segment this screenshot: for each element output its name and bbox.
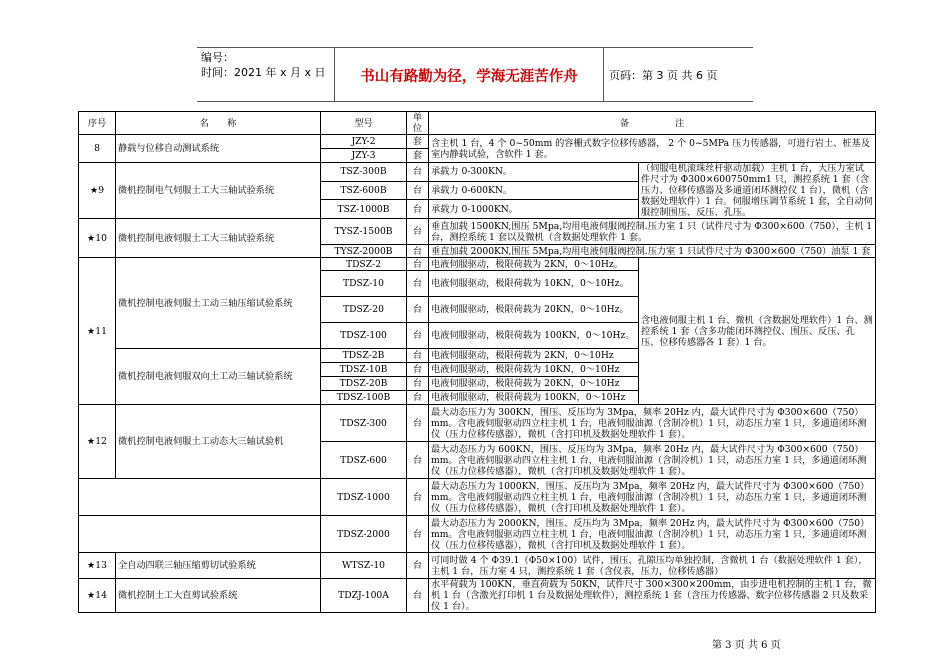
item-name: 微机控制电液伺服土工动态大三轴试验机 [116, 405, 321, 479]
unit-cell: 台 [407, 181, 429, 200]
spec-cell: 垂直加载 2000KN,围压 5Mpa,均用电液伺服阀控制.压力室 1 只试件尺寸为 Φ300×600（750）油泵 1 套 [429, 245, 876, 258]
model-cell: TSZ-1000B [321, 200, 407, 219]
note-cell [639, 163, 876, 219]
model-cell: TDSZ-100 [321, 323, 407, 349]
unit-cell: 台 [407, 323, 429, 349]
row-number: ★11 [79, 258, 116, 405]
unit-cell: 台 [407, 516, 429, 553]
col-header-model: 型号 [321, 112, 407, 135]
model-cell: TDSZ-1000 [321, 479, 407, 516]
note-cell: 含主机 1 台，4 个 0~50mm 的容栅式数字位移传感器， 2 个 0~5MPa 压力传感器，可进行岩土、桩基及室内静载试验，含软件 1 套。 [429, 135, 876, 163]
model-cell: TDSZ-2000 [321, 516, 407, 553]
col-header-name: 名 称 [116, 112, 321, 135]
spec-cell: 电液伺服驱动，极限荷载为 2KN，0～10Hz [429, 349, 639, 363]
table-row [79, 579, 876, 613]
table-row [79, 405, 876, 442]
unit-cell: 台 [407, 245, 429, 258]
model-cell: TDSZ-600 [321, 442, 407, 479]
item-name: 微机控制电气伺服土工大三轴试验系统 [116, 163, 321, 219]
model-cell: TDSZ-10 [321, 271, 407, 297]
model-cell: TDSZ-20 [321, 297, 407, 323]
model-cell: WTSZ-10 [321, 553, 407, 579]
row-number: ★13 [79, 553, 116, 579]
spec-cell: 最大动态压力为 1000KN，围压、反压均为 3Mpa，频率 20Hz 内，最大试件尺寸为 Φ300×600（750）mm。含电液伺服驱动四立柱主机 1 台，电液伺服油源（含制冷机）1 只，动态压力室 1 只，多通道闭环测仪（压力位移传感器），微机（含打印机及数据处理软件 1 套）。 [429, 479, 876, 516]
table-row [79, 258, 876, 271]
unit-cell: 套 [407, 135, 429, 149]
table-row [79, 163, 876, 182]
unit-cell: 台 [407, 258, 429, 271]
table-row [79, 479, 876, 516]
note-cell: 可同时做 4 个 Φ39.1（Φ50×100）试件，围压、孔隙压均单独控制，含微机 1 台（数据处理软件 1 套），主机 1 台，压力室 4 只，测控系统 1 套（含仪表，压力，位移传感器） [429, 553, 876, 579]
note-text: 含电液伺服主机 1 台、微机（含数据处理软件）1 台、测控系统 1 套（含多功能闭环测控仪、围压、反压、孔压、位移传感器各 1 套）1 台。 [641, 314, 873, 348]
spec-cell: 电液伺服驱动，极限荷载为 2KN，0～10Hz。 [429, 258, 639, 271]
spec-cell: 电液伺服驱动，极限荷载为 20KN，0～10Hz [429, 377, 639, 391]
page-footer: 第 3 页 共 6 页 [712, 640, 781, 651]
item-name: 微机控制电液伺服土工动三轴压缩试验系统 [116, 258, 321, 349]
page-header [197, 47, 753, 102]
unit-cell: 台 [407, 405, 429, 442]
time-label: 时间：2021 年 x 月 x 日 [201, 66, 326, 79]
model-cell: TDSZ-300 [321, 405, 407, 442]
table-row [79, 553, 876, 579]
spec-cell: 承载力 0-1000KN。 [429, 200, 639, 219]
spec-cell: 最大动态压力为 300KN，围压、反压均为 3Mpa，频率 20Hz 内，最大试件尺寸为 Φ300×600（750）mm。含电液伺服驱动四立柱主机 1 台，电液伺服油源（含制冷机）1 只，动态压力室 1 只，多通道闭环测仪（压力位移传感器），微机（含打印机及数据处理软件 1 套）。 [429, 405, 876, 442]
unit-cell: 台 [407, 271, 429, 297]
item-name: 微机控制电液伺服土工大三轴试验系统 [116, 219, 321, 258]
model-cell: TSZ-300B [321, 163, 407, 182]
model-cell: TYSZ-1500B [321, 219, 407, 245]
unit-cell: 台 [407, 349, 429, 363]
unit-cell: 台 [407, 297, 429, 323]
unit-cell: 台 [407, 377, 429, 391]
table-row [79, 219, 876, 245]
model-cell: TDSZ-10B [321, 363, 407, 377]
unit-cell: 台 [407, 219, 429, 245]
model-cell: TDSZ-20B [321, 377, 407, 391]
item-name: 全自动四联三轴压缩剪切试验系统 [116, 553, 321, 579]
col-header-unit: 单位 [407, 112, 429, 135]
header-page-label: 页码：第 3 页 共 6 页 [609, 69, 718, 82]
spec-cell: 电液伺服驱动，极限荷载为 100KN，0～10Hz。 [429, 323, 639, 349]
col-header-note: 备 注 [429, 112, 876, 135]
spec-cell: 最大动态压力为 2000KN，围压、反压均为 3Mpa，频率 20Hz 内，最大试件尺寸为 Φ300×600（750）mm。含电液伺服驱动四立柱主机 1 台，电液伺服油源（含制冷机）1 只，动态压力室 1 只，多通道闭环测仪（压力位移传感器），微机（含打印机及数据处理软件 1 套）。 [429, 516, 876, 553]
spec-cell: 电液伺服驱动，极限荷载为 10KN，0～10Hz [429, 363, 639, 377]
item-name: 静载与位移自动测试系统 [116, 135, 321, 163]
spec-cell: 电液伺服驱动，极限荷载为 100KN，0～10Hz [429, 391, 639, 405]
row-number: ★12 [79, 405, 116, 479]
number-label: 编号： [201, 51, 234, 64]
row-number: 8 [79, 135, 116, 163]
model-cell: TDSZ-2B [321, 349, 407, 363]
item-name: 微机控制土工大直剪试验系统 [116, 579, 321, 613]
spec-cell: 电液伺服驱动，极限荷载为 10KN，0～10Hz。 [429, 271, 639, 297]
unit-cell: 台 [407, 579, 429, 613]
table-header-row [79, 112, 876, 135]
row-number: ★9 [79, 163, 116, 219]
unit-cell: 台 [407, 553, 429, 579]
unit-cell: 台 [407, 391, 429, 405]
item-name: 微机控制电液伺服双向土工动三轴试验系统 [116, 349, 321, 405]
model-cell: TDZJ-100A [321, 579, 407, 613]
table-row [79, 516, 876, 553]
unit-cell: 台 [407, 200, 429, 219]
row-number: ★14 [79, 579, 116, 613]
spec-cell: 承载力 0-600KN。 [429, 181, 639, 200]
model-cell: TDSZ-100B [321, 391, 407, 405]
row-number: ★10 [79, 219, 116, 258]
unit-cell: 套 [407, 149, 429, 163]
note-cell: 水平荷载为 100KN，垂直荷载为 50KN，试件尺寸 300×300×200mm，由步进电机控制的主机 1 台，微机 1 台（含激光打印机 1 台及数据处理软件），测控系统 1 套（含压力传感器、数字位移传感器 2 只及数采仪 1 台）。 [429, 579, 876, 613]
spec-cell: 垂直加载 1500KN,围压 5Mpa,均用电液伺服阀控制.压力室 1 只（试件尺寸为 Φ300×600（750），主机 1 台，测控系统 1 套以及微机（含数据处理软件 1 套。 [429, 219, 876, 245]
unit-cell: 台 [407, 442, 429, 479]
unit-cell: 台 [407, 163, 429, 182]
unit-cell: 台 [407, 363, 429, 377]
model-cell: TDSZ-2 [321, 258, 407, 271]
model-cell: JZY-2 [321, 135, 407, 149]
model-cell: TYSZ-2000B [321, 245, 407, 258]
header-meta [201, 50, 326, 80]
equipment-table [78, 111, 876, 613]
model-cell: TSZ-600B [321, 181, 407, 200]
note-text: （伺服电机滚珠丝杆驱动加载）主机 1 台，大压力室试件尺寸为 Φ300×600750mm1 只，测控系统 1 套（含压力、位移传感器及多通道闭环测控仪 1 台），微机（含数据处理软件）1 台。伺服增压调节系统 1 套，全自动伺服控制围压、反压、孔压。 [641, 163, 873, 218]
table-row [79, 135, 876, 149]
spec-cell: 承载力 0-300KN。 [429, 163, 639, 182]
unit-cell: 台 [407, 479, 429, 516]
spec-cell: 电液伺服驱动，极限荷载为 20KN，0～10Hz。 [429, 297, 639, 323]
spec-cell: 最大动态压力为 600KN，围压、反压均为 3Mpa，频率 20Hz 内，最大试件尺寸为 Φ300×600（750）mm。含电液伺服驱动四立柱主机 1 台，电液伺服油源（含制冷机）1 只，动态压力室 1 只，多通道闭环测仪（压力位移传感器），微机（含打印机及数据处理软件 1 套）。 [429, 442, 876, 479]
note-cell [639, 258, 876, 405]
header-motto: 书山有路勤为径，学海无涯苦作舟 [360, 69, 578, 85]
col-header-no: 序号 [79, 112, 116, 135]
model-cell: JZY-3 [321, 149, 407, 163]
